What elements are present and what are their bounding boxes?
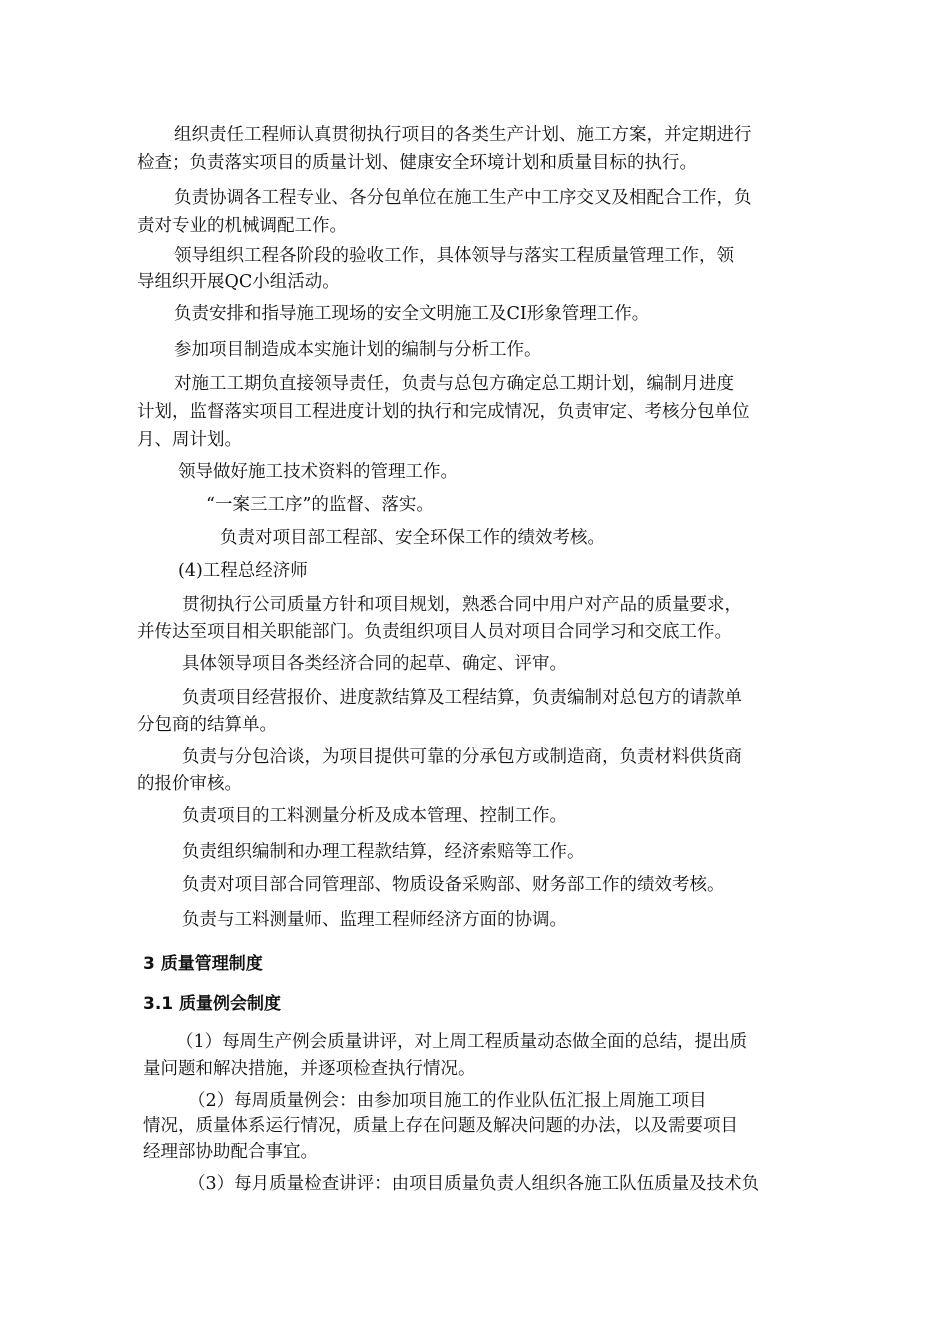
paragraph-line: 领导组织工程各阶段的验收工作，具体领导与落实工程质量管理工作，领 [174,246,734,266]
paragraph-line: 负责与分包洽谈，为项目提供可靠的分承包方或制造商，负责材料供货商 [182,747,742,767]
paragraph-line: 分包商的结算单。 [137,715,277,735]
paragraph-line: 负责项目的工料测量分析及成本管理、控制工作。 [182,806,567,826]
paragraph-line: 量问题和解决措施，并逐项检查执行情况。 [143,1059,476,1079]
paragraph-line: 负责与工料测量师、监理工程师经济方面的协调。 [182,910,567,930]
paragraph-line: 负责项目经营报价、进度款结算及工程结算，负责编制对总包方的请款单 [182,688,742,708]
paragraph-line: 计划，监督落实项目工程进度计划的执行和完成情况，负责审定、考核分包单位 [137,402,750,422]
paragraph-line: （3）每月质量检查讲评：由项目质量负责人组织各施工队伍质量及技术负 [188,1174,760,1194]
paragraph-line: 月、周计划。 [137,430,242,450]
paragraph-line: 并传达至项目相关职能部门。负责组织项目人员对项目合同学习和交底工作。 [137,622,732,642]
paragraph-line: 领导做好施工技术资料的管理工作。 [178,462,458,482]
paragraph-line: 贯彻执行公司质量方针和项目规划，熟悉合同中用户对产品的质量要求， [182,595,742,615]
paragraph-line: 组织责任工程师认真贯彻执行项目的各类生产计划、施工方案，并定期进行 [174,125,752,145]
paragraph-line: 经理部协助配合事宜。 [143,1142,318,1162]
subsection-heading: 3.1 质量例会制度 [143,994,282,1014]
paragraph-line: 导组织开展QC小组活动。 [137,272,340,292]
paragraph-line: 负责安排和指导施工现场的安全文明施工及CI形象管理工作。 [174,304,650,324]
paragraph-line: 参加项目制造成本实施计划的编制与分析工作。 [174,340,542,360]
paragraph-line: 负责组织编制和办理工程款结算，经济索赔等工作。 [182,842,585,862]
paragraph-line: 检查；负责落实项目的质量计划、健康安全环境计划和质量目标的执行。 [137,153,697,173]
paragraph-line: 负责协调各工程专业、各分包单位在施工生产中工序交叉及相配合工作，负 [174,188,752,208]
paragraph-line: 负责对项目部工程部、安全环保工作的绩效考核。 [220,528,605,548]
section-heading: 3 质量管理制度 [143,954,263,974]
paragraph-line: “一案三工序”的监督、落实。 [206,495,434,515]
paragraph-line: 责对专业的机械调配工作。 [137,216,347,236]
paragraph-line: 情况，质量体系运行情况，质量上存在问题及解决问题的办法，以及需要项目 [143,1116,738,1136]
paragraph-line: 对施工工期负直接领导责任，负责与总包方确定总工期计划，编制月进度 [174,374,734,394]
paragraph-line: （2）每周质量例会：由参加项目施工的作业队伍汇报上周施工项目 [188,1091,707,1111]
paragraph-line: 具体领导项目各类经济合同的起草、确定、评审。 [182,654,567,674]
paragraph-line: （1）每周生产例会质量讲评，对上周工程质量动态做全面的总结，提出质 [176,1032,748,1052]
paragraph-line: 的报价审核。 [137,774,242,794]
subheading-line: (4)工程总经济师 [178,561,308,581]
paragraph-line: 负责对项目部合同管理部、物质设备采购部、财务部工作的绩效考核。 [182,875,725,895]
